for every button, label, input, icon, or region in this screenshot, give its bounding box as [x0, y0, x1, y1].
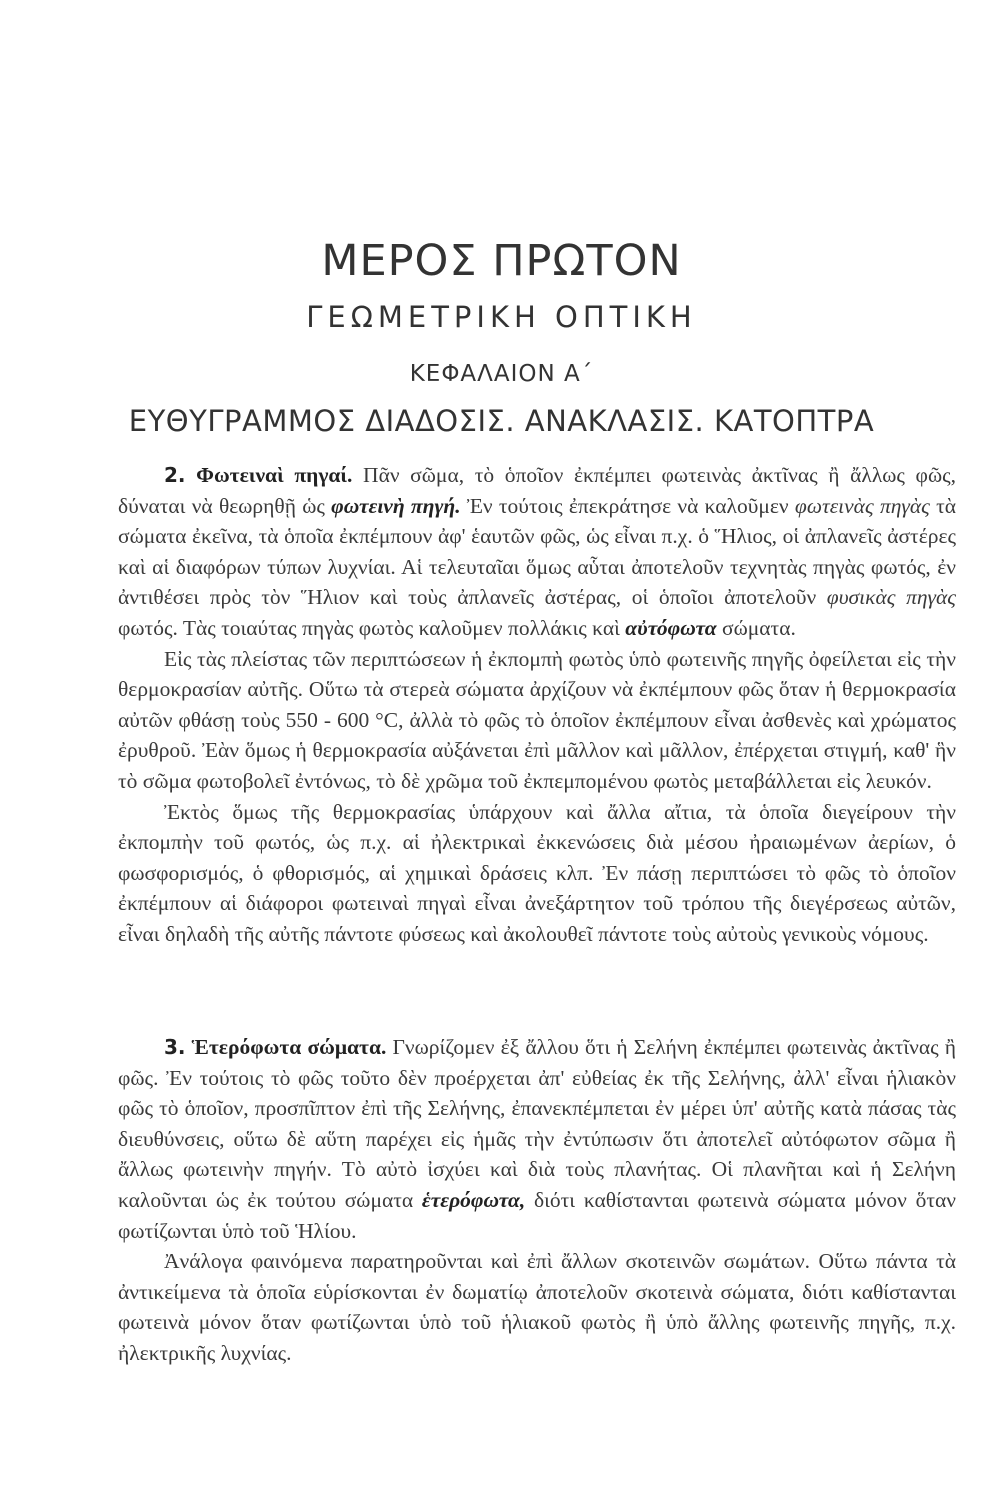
emphasis: φυσικὰς πηγὰς: [826, 585, 956, 610]
emphasis: φωτεινὰς πηγὰς: [794, 493, 930, 518]
chapter-title: ΕΥΘΥΓΡΑΜΜΟΣ ΔΙΑΔΟΣΙΣ. ΑΝΑΚΛΑΣΙΣ. ΚΑΤΟΠΤΡΑ: [128, 404, 875, 438]
text-run: φωτός. Τὰς τοιαύτας πηγὰς φωτὸς καλοῦμεν πολλάκις καὶ: [118, 615, 620, 640]
section-2-paragraph-3: Ἐκτὸς ὅμως τῆς θερμοκρασίας ὑπάρχουν καὶ ἄλλα αἴτια, τὰ ὁποῖα διεγείρουν τὴν ἐκπομπὴν τοῦ φωτός, ὡς π.χ. αἱ ἠλεκτρικαὶ ἐκκενώσεις διὰ μέσου ἠραιωμένων ἀερίων, ὁ φωσφορισμός, ὁ φθορισμός, αἱ χημικαὶ δράσεις κλπ. Ἐν πάσῃ περιπτώσει τὸ φῶς τὸ ὁποῖον ἐκπέμπουν αἱ διάφοροι φωτειναὶ πηγαὶ εἶναι ἀνεξάρτητον τοῦ τρόπου τῆς διεγέρσεως αὐτῶν, εἶναι δηλαδὴ τῆς αὐτῆς πάντοτε φύσεως καὶ ἀκολουθεῖ πάντοτε τοὺς αὐτοὺς γενικοὺς νόμους.: [118, 799, 956, 946]
section-3-paragraph-2: Ἀνάλογα φαινόμενα παρατηροῦνται καὶ ἐπὶ ἄλλων σκοτεινῶν σωμάτων. Οὕτω πάντα τὰ ἀντικείμενα τὰ ὁποῖα εὑρίσκονται ἐν δωματίῳ ἀποτελοῦν σκοτεινὰ σώματα, διότι καθίστανται φωτεινὰ μόνον ὅταν φωτίζωνται ὑπὸ τοῦ ἡλιακοῦ φωτὸς ἢ ὑπὸ ἄλλης φωτεινῆς πηγῆς, π.χ. ἠλεκτρικῆς λυχνίας.: [118, 1249, 956, 1365]
section-2-paragraph-1: [118, 460, 956, 644]
text-run: διότι καθίστανται φωτεινὰ σώματα μόνον ὅταν φωτίζωνται ὑπὸ τοῦ Ἡλίου.: [118, 1187, 956, 1243]
key-term: αὐτόφωτα: [625, 615, 717, 640]
section-3: [118, 1032, 956, 1369]
section-3-paragraph-1: [118, 1032, 956, 1246]
section-title: Ἑτερόφωτα σώματα.: [191, 1035, 387, 1059]
key-term: φωτεινὴ πηγή.: [331, 493, 461, 518]
subject-title: ΓΕΩΜΕΤΡΙΚΗ ΟΠΤΙΚΗ: [306, 300, 697, 334]
key-term: ἑτερόφωτα,: [421, 1187, 526, 1212]
text-run: σώματα.: [722, 615, 796, 640]
section-2: [118, 460, 956, 950]
text-run: Ἐν τούτοις ἐπεκράτησε νὰ καλοῦμεν: [466, 493, 789, 518]
text-run: Γνωρίζομεν ἐξ ἄλλου ὅτι ἡ Σελήνη ἐκπέμπει φωτεινὰς ἀκτῖνας ἢ φῶς. Ἐν τούτοις τὸ φῶς τοῦτο δὲν προέρχεται ἀπ' εὐθείας ἐκ τῆς Σελήνης, ἀλλ' εἶναι ἡλιακὸν φῶς τὸ ὁποῖον, προσπῖπτον ἐπὶ τῆς Σελήνης, ἐπανεκπέμπεται ἐν μέρει ὑπ' αὐτῆς κατὰ πάσας τὰς διευθύνσεις, οὕτω δὲ αὕτη παρέχει εἰς ἡμᾶς τὴν ἐντύπωσιν ὅτι ἀποτελεῖ αὐτόφωτον σῶμα ἢ ἄλλως φωτεινὴν πηγήν. Τὸ αὐτὸ ἰσχύει καὶ διὰ τοὺς πλανήτας. Οἱ πλανῆται καὶ ἡ Σελήνη καλοῦνται ὡς ἐκ τούτου σώματα: [118, 1035, 956, 1212]
section-number: 3.: [164, 1035, 186, 1059]
text-run: τὰ σώματα ἐκεῖνα, τὰ ὁποῖα ἐκπέμπουν ἀφ' ἑαυτῶν φῶς, ὡς εἶναι π.χ. ὁ Ἥλιος, οἱ ἀπλανεῖς ἀστέρες καὶ αἱ διαφόρων τύπων λυχνίαι. Αἱ τελευταῖαι ὅμως αὗται ἀποτελοῦν τεχνητὰς πηγὰς φωτός, ἐν ἀντιθέσει πρὸς τὸν Ἥλιον καὶ τοὺς ἀπλανεῖς ἀστέρας, οἱ ὁποῖοι ἀποτελοῦν: [118, 493, 957, 610]
section-2-paragraph-2: Εἰς τὰς πλείστας τῶν περιπτώσεων ἡ ἐκπομπὴ φωτὸς ὑπὸ φωτεινῆς πηγῆς ὀφείλεται εἰς τὴν θερμοκρασίαν αὐτῆς. Οὕτω τὰ στερεὰ σώματα ἀρχίζουν νὰ ἐκπέμπουν φῶς ὅταν ἡ θερμοκρασία αὐτῶν φθάσῃ τοὺς 550 - 600 °C, ἀλλὰ τὸ φῶς τὸ ὁποῖον ἐκπέμπουν εἶναι ἀσθενὲς καὶ χρώματος ἐρυθροῦ. Ἐὰν ὅμως ἡ θερμοκρασία αὐξάνεται ἐπὶ μᾶλλον καὶ μᾶλλον, ἐπέρχεται στιγμή, καθ' ἣν τὸ σῶμα φωτοβολεῖ ἐντόνως, τὸ δὲ χρῶμα τοῦ ἐκπεμπομένου φωτὸς μεταβάλλεται εἰς λευκόν.: [118, 646, 956, 793]
part-title: ΜΕΡΟΣ ΠΡΩΤΟΝ: [321, 236, 682, 286]
section-title: Φωτειναὶ πηγαί.: [196, 463, 353, 487]
section-number: 2.: [164, 463, 186, 487]
chapter-label: ΚΕΦΑΛΑΙΟΝ Α΄: [409, 361, 594, 387]
text-run: Πᾶν σῶμα, τὸ ὁποῖον ἐκπέμπει φωτεινὰς ἀκτῖνας ἢ ἄλλως φῶς, δύναται νὰ θεωρηθῇ ὡς: [118, 463, 956, 518]
